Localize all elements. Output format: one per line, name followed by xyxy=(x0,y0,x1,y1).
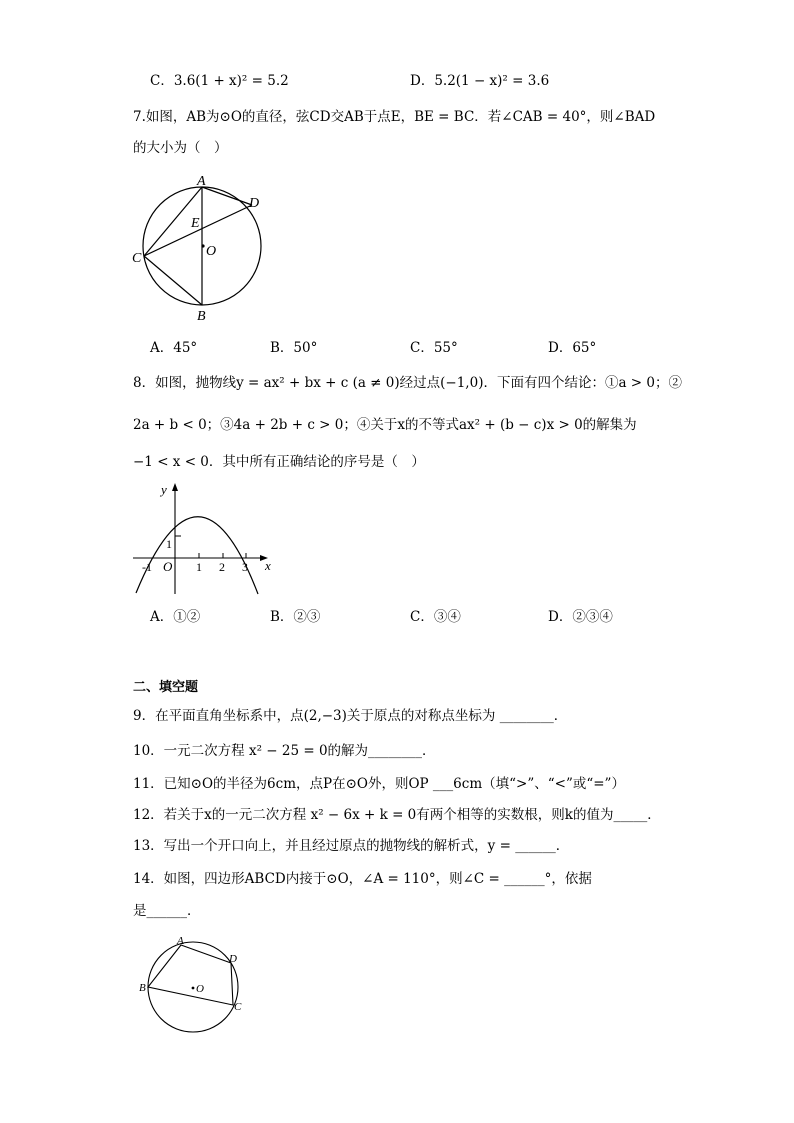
q7-option-a: A．45° xyxy=(150,340,198,356)
q7-option-b: B．50° xyxy=(270,340,318,356)
q8-y-axis-arrow xyxy=(172,483,178,491)
q8-label-3: 3 xyxy=(242,560,248,574)
q14-question-line2: 是______． xyxy=(133,903,201,919)
q7-option-d: D．65° xyxy=(548,340,597,356)
q14-label-c: C xyxy=(234,1001,242,1013)
q7-label-d: D xyxy=(249,196,260,211)
q7-label-e: E xyxy=(191,216,200,231)
q14-cyclic-quad-figure xyxy=(135,935,255,1035)
q6-option-c: C．3.6(1 + x)² = 5.2 xyxy=(150,73,289,89)
q8-parabola-figure xyxy=(128,478,278,596)
q8-question-line1: 8．如图，抛物线y = ax² + bx + c (a ≠ 0)经过点(−1,0)．下面有四个结论：①a > 0；② xyxy=(133,375,682,391)
q8-option-c: C．③④ xyxy=(410,609,461,625)
q8-label-2: 2 xyxy=(219,560,225,574)
q8-option-b: B．②③ xyxy=(270,609,321,625)
q8-label-neg1: -1 xyxy=(142,560,152,574)
q7-segment-ad xyxy=(202,187,252,205)
q8-option-a: A．①② xyxy=(150,609,201,625)
section-title-fill-in: 二、填空题 xyxy=(133,680,199,695)
q14-label-o: O xyxy=(196,983,204,995)
q10-question: 10．一元二次方程 x² − 25 = 0的解为________． xyxy=(133,743,436,759)
q7-center-dot xyxy=(201,244,204,247)
q14-label-b: B xyxy=(139,982,146,994)
q11-question: 11．已知⊙O的半径为6cm，点P在⊙O外，则OP ___6cm（填“>”、“<”或“=”） xyxy=(133,776,625,792)
q7-question-line2: 的大小为（ ） xyxy=(133,140,228,156)
q8-parabola-curve xyxy=(136,517,258,594)
q8-label-x: x xyxy=(265,558,271,573)
q8-option-d: D．②③④ xyxy=(548,609,613,625)
q6-option-d: D．5.2(1 − x)² = 3.6 xyxy=(410,73,550,89)
q8-question-line3: −1 < x < 0．其中所有正确结论的序号是（ ） xyxy=(133,454,425,470)
q7-label-c: C xyxy=(132,251,142,266)
q7-option-c: C．55° xyxy=(410,340,458,356)
q8-question-line2: 2a + b < 0；③4a + 2b + c > 0；④关于x的不等式ax² + (b − c)x > 0的解集为 xyxy=(133,417,637,433)
q8-label-y: y xyxy=(161,482,167,497)
q9-question: 9．在平面直角坐标系中，点(2,−3)关于原点的对称点坐标为 ________． xyxy=(133,708,568,724)
q7-label-a: A xyxy=(197,174,206,189)
q7-label-o: O xyxy=(206,244,217,259)
q13-question: 13．写出一个开口向上，并且经过原点的抛物线的解析式，y = ______． xyxy=(133,838,570,854)
q8-label-1: 1 xyxy=(196,560,202,574)
q14-label-d: D xyxy=(229,953,237,965)
q7-circle-figure xyxy=(128,168,278,323)
q8-label-o: O xyxy=(163,559,173,574)
q14-quadrilateral xyxy=(148,945,233,1005)
q12-question: 12．若关于x的一元二次方程 x² − 6x + k = 0有两个相等的实数根，则k的值为_____． xyxy=(133,807,661,823)
q8-label-y1: 1 xyxy=(166,537,172,551)
q7-label-b: B xyxy=(197,309,206,323)
q14-center-dot xyxy=(192,987,195,990)
q7-question-line1: 7.如图，AB为⊙O的直径，弦CD交AB于点E，BE = BC．若∠CAB = 40°，则∠BAD xyxy=(133,109,656,125)
q14-label-a: A xyxy=(177,935,184,947)
q14-question-line1: 14．如图，四边形ABCD内接于⊙O，∠A = 110°，则∠C = ______°，依据 xyxy=(133,871,592,887)
